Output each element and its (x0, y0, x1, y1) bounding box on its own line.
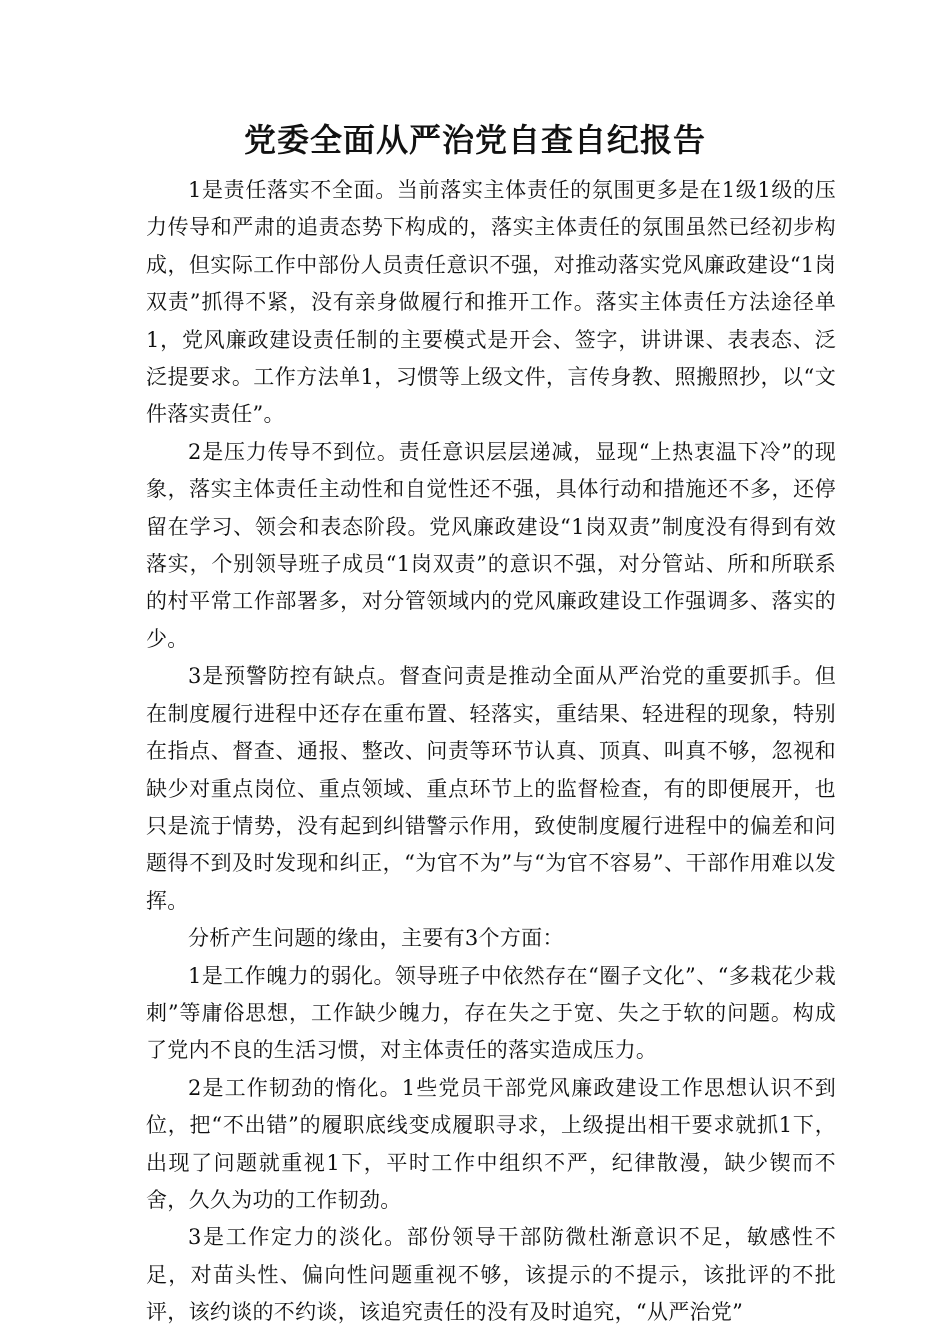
paragraph: 3是工作定力的淡化。部份领导干部防微杜渐意识不足，敏感性不足，对苗头性、偏向性问题重视不够，该提示的不提示，该批评的不批评，该约谈的不约谈，该追究责任的没有及时追究，“从严治党” (146, 1225, 836, 1325)
paragraph: 1是工作魄力的弱化。领导班子中依然存在“圈子文化”、“多栽花少栽刺”等庸俗思想，工作缺少魄力，存在失之于宽、失之于软的问题。构成了党内不良的生活习惯，对主体责任的落实造成压力。 (146, 963, 836, 1063)
paragraph: 3是预警防控有缺点。督查问责是推动全面从严治党的重要抓手。但在制度履行进程中还存在重布置、轻落实，重结果、轻进程的现象，特别在指点、督查、通报、整改、问责等环节认真、顶真、叫真不够，忽视和缺少对重点岗位、重点领域、重点环节上的监督检查，有的即便展开，也只是流于情势，没有起到纠错警示作用，致使制度履行进程中的偏差和问题得不到及时发现和纠正，“为官不为”与“为官不容易”、干部作用难以发挥。 (146, 664, 836, 913)
paragraph: 分析产生问题的缘由，主要有3个方面： (188, 926, 564, 951)
document-body (146, 172, 836, 1332)
document-title: 党委全面从严治党自查自纪报告 (243, 121, 706, 159)
paragraph: 2是压力传导不到位。责任意识层层递减，显现“上热衷温下冷”的现象，落实主体责任主动性和自觉性还不强，具体行动和措施还不多，还停留在学习、领会和表态阶段。党风廉政建设“1岗双责”制度没有得到有效落实，个别领导班子成员“1岗双责”的意识不强，对分管站、所和所联系的村平常工作部署多，对分管领域内的党风廉政建设工作强调多、落实的少。 (146, 439, 836, 651)
paragraph: 1是责任落实不全面。当前落实主体责任的氛围更多是在1级1级的压力传导和严肃的追责态势下构成的，落实主体责任的氛围虽然已经初步构成，但实际工作中部份人员责任意识不强，对推动落实党风廉政建设“1岗双责”抓得不紧，没有亲身做履行和推开工作。落实主体责任方法途径单1，党风廉政建设责任制的主要模式是开会、签字，讲讲课、表表态、泛泛提要求。工作方法单1，习惯等上级文件，言传身教、照搬照抄，以“文件落实责任”。 (146, 178, 836, 427)
paragraph: 2是工作韧劲的惰化。1些党员干部党风廉政建设工作思想认识不到位，把“不出错”的履职底线变成履职寻求，上级提出相干要求就抓1下，出现了问题就重视1下，平时工作中组织不严，纪律散漫，缺少锲而不舍，久久为功的工作韧劲。 (146, 1075, 836, 1212)
